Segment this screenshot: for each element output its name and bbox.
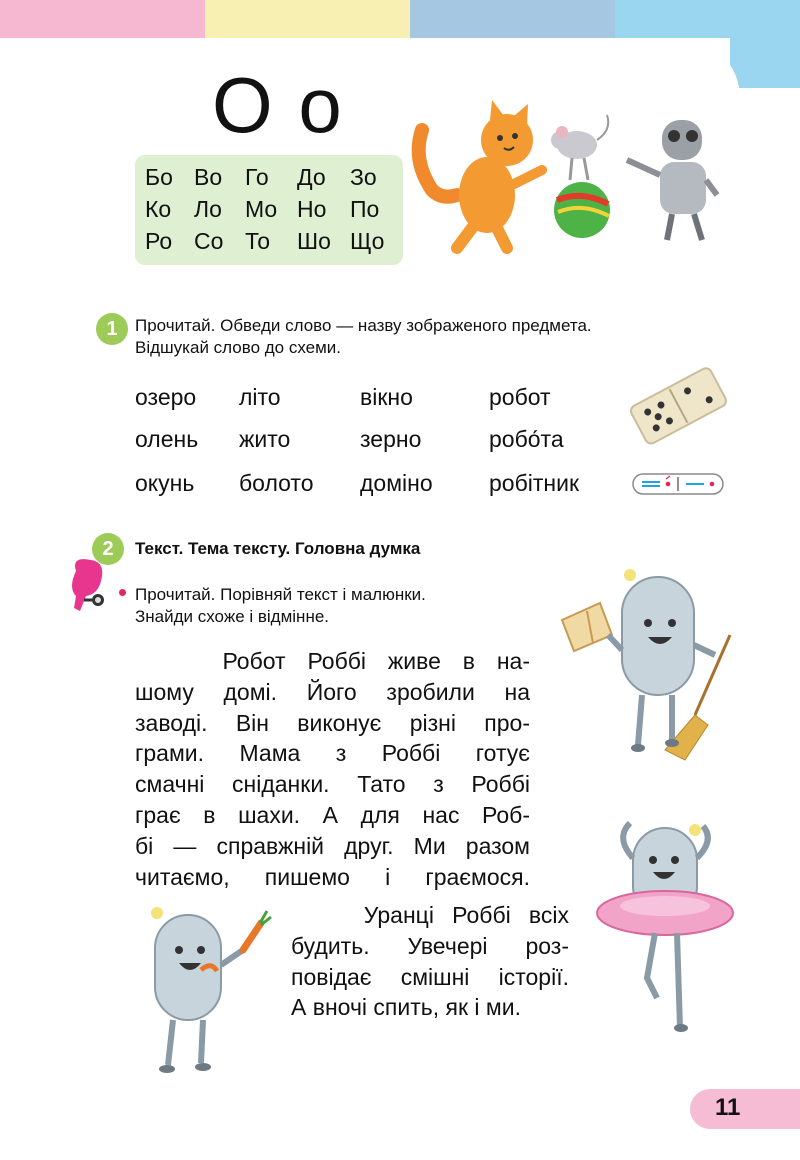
exercise-number-badge: 2: [92, 533, 124, 565]
cat-icon: [419, 100, 542, 248]
instruction-line: Відшукай слово до схеми.: [135, 338, 342, 357]
exercise2-heading: Текст. Тема тексту. Головна думка: [135, 539, 421, 558]
story-line: грає в шахи. А для нас Роб-: [135, 801, 530, 828]
header-strip-yellow: [205, 0, 410, 38]
syllable: Шо: [297, 228, 331, 254]
word-scheme-icon: [632, 473, 724, 495]
robot-carrot-illustration: [143, 905, 273, 1080]
syllable: То: [245, 228, 271, 254]
word-item[interactable]: робот: [489, 384, 551, 410]
ball-icon: [554, 182, 610, 238]
instruction-line: Прочитай. Обведи слово — назву зображеного предмета.: [135, 316, 592, 335]
page-number: 11: [715, 1094, 741, 1121]
domino-icon: [628, 363, 728, 448]
instruction-line: Прочитай. Порівняй текст і малюнки.: [135, 585, 426, 604]
page-number-tab: [690, 1089, 800, 1129]
cat-mouse-robot-illustration: [412, 100, 722, 250]
story-line: читаємо, пишемо і граємося.: [135, 863, 530, 890]
syllable: Бо: [145, 164, 173, 190]
word-item[interactable]: робітник: [489, 470, 580, 496]
story-line: шому домі. Його зробили на: [135, 678, 530, 705]
story-line: Уранці Роббі всіх: [291, 902, 569, 928]
robot-icon: [627, 120, 717, 240]
bullet-dot: [119, 589, 126, 596]
word-item[interactable]: жито: [239, 426, 291, 452]
mouse-icon: [551, 115, 608, 180]
exercise-number-badge: 1: [96, 313, 128, 345]
story-line: повідає смішні історії.: [291, 963, 569, 990]
story-line: грами. Мама з Роббі готує: [135, 740, 530, 767]
story-line: будить. Увечері роз-: [291, 932, 569, 959]
header-strip-cyan: [615, 0, 800, 38]
story-text-part2: [291, 900, 569, 1023]
word-item[interactable]: літо: [239, 384, 281, 410]
syllable: Ро: [145, 228, 173, 254]
story-line: заводі. Він виконує різні про-: [135, 709, 530, 736]
syllable: Го: [245, 164, 269, 190]
syllable: Со: [194, 228, 224, 254]
story-text-part1: [135, 646, 530, 892]
mascot-icon: [66, 556, 116, 616]
syllable: Зо: [350, 164, 377, 190]
header-strip-blue: [410, 0, 615, 38]
exercise1-instruction: [135, 315, 592, 359]
syllable: Но: [297, 196, 327, 222]
word-item[interactable]: озеро: [135, 384, 197, 410]
robot-book-broom-illustration: [560, 565, 740, 765]
word-item[interactable]: доміно: [360, 470, 433, 496]
header-corner-tab: [730, 38, 800, 88]
exercise2-instruction: [135, 584, 426, 628]
word-item[interactable]: олень: [135, 426, 199, 452]
page-corner-curve: [0, 38, 740, 98]
story-line: смачні сніданки. Тато з Роббі: [135, 771, 530, 798]
syllable: Мо: [245, 196, 278, 222]
syllable: Що: [350, 228, 385, 254]
syllable: Ло: [194, 196, 222, 222]
instruction-line: Знайди схоже і відмінне.: [135, 607, 330, 626]
story-line: А вночі спить, як і ми.: [291, 994, 521, 1021]
word-item[interactable]: зерно: [360, 426, 422, 452]
word-item[interactable]: вікно: [360, 384, 413, 410]
word-item[interactable]: окунь: [135, 470, 195, 496]
header-strip-pink: [0, 0, 205, 38]
robot-ballerina-illustration: [595, 818, 735, 1033]
syllable: Ко: [145, 196, 172, 222]
word-item[interactable]: болото: [239, 470, 314, 496]
letter-title: О о: [212, 61, 344, 149]
word-item[interactable]: робо́та: [489, 426, 564, 452]
syllable: До: [297, 164, 326, 190]
story-line: Робот Роббі живе в на-: [135, 648, 530, 674]
story-line: бі — справжній друг. Ми разом: [135, 832, 530, 859]
syllable: Во: [194, 164, 223, 190]
syllable: По: [350, 196, 380, 222]
